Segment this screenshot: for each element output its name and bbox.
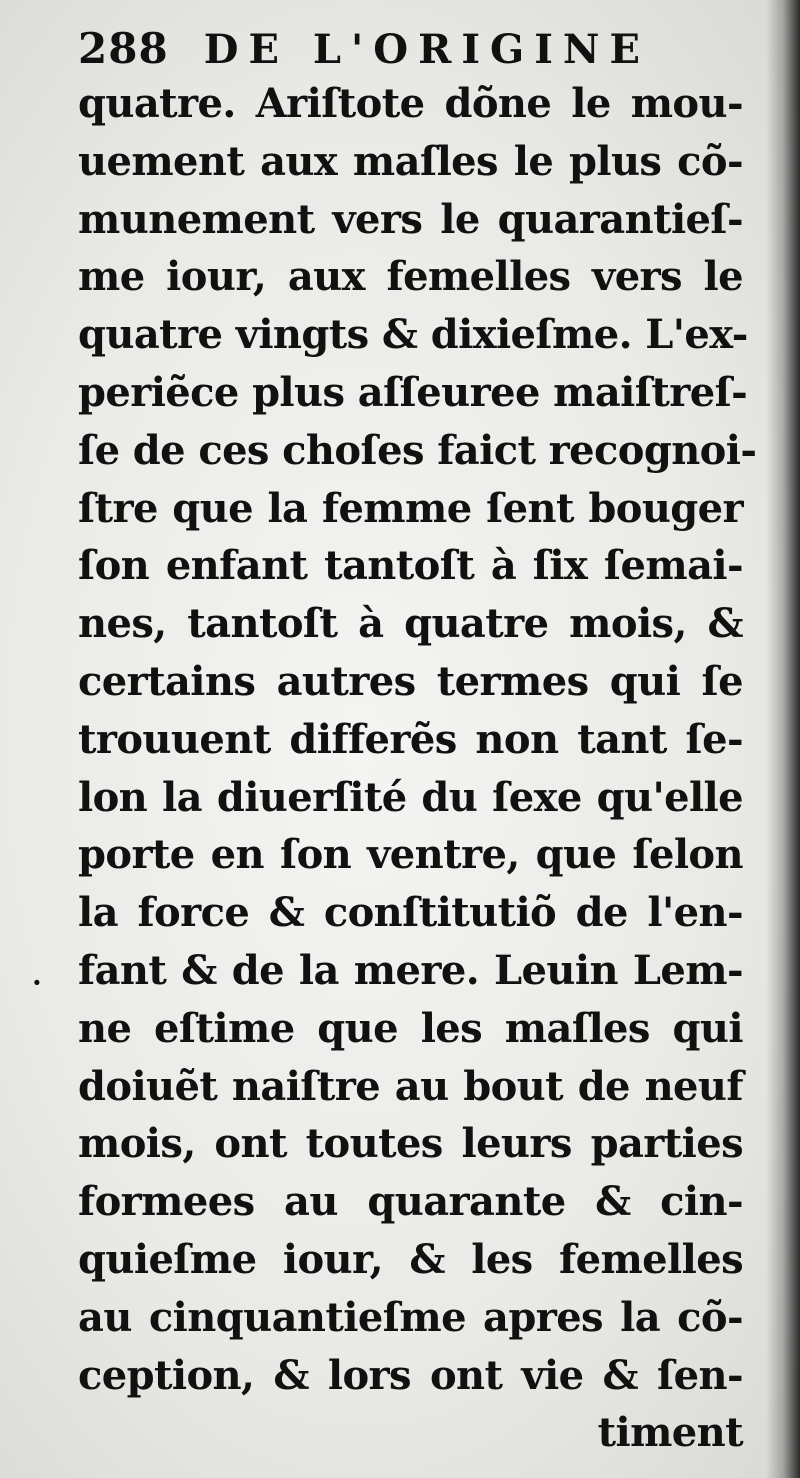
text-line: ſtre que la femme ſent bouger bbox=[78, 484, 743, 532]
text-line: lon la diuerſité du ſexe qu'elle bbox=[78, 773, 743, 821]
text-line: porte en ſon ventre, que ſelon bbox=[78, 831, 743, 879]
text-line: munement vers le quarantieſ- bbox=[78, 195, 743, 243]
page-header bbox=[78, 24, 718, 82]
binding-shadow bbox=[766, 0, 800, 1478]
text-line: trouuent differẽs non tant ſe- bbox=[78, 715, 743, 763]
text-line: me iour, aux femelles vers le bbox=[78, 253, 743, 301]
text-line: quatre. Ariſtote dõne le mou- bbox=[78, 80, 743, 127]
text-line: la force & conſtitutiõ de l'en- bbox=[78, 889, 743, 937]
body-text bbox=[78, 75, 757, 1462]
text-line: periẽce plus aſſeuree maiſtreſ- bbox=[78, 368, 748, 416]
text-line: ſon enfant tantoſt à ſix ſemai- bbox=[78, 542, 743, 590]
text-line: uement aux maſles le plus cõ- bbox=[78, 137, 743, 185]
text-line: ception, & lors ont vie & ſen- bbox=[78, 1351, 743, 1399]
text-line: mois, ont toutes leurs parties bbox=[78, 1120, 743, 1168]
text-line: certains autres termes qui ſe bbox=[78, 657, 743, 705]
text-line: nes, tantoſt à quatre mois, & bbox=[78, 600, 743, 648]
text-line: ne eſtime que les maſles qui bbox=[78, 1004, 743, 1052]
page-number: 288 bbox=[78, 24, 169, 73]
text-line: formees au quarante & cin- bbox=[78, 1178, 743, 1226]
catchword: timent bbox=[597, 1409, 743, 1457]
text-line: quieſme iour, & les femelles bbox=[78, 1235, 743, 1283]
text-line: doiuẽt naiſtre au bout de neuf bbox=[78, 1062, 743, 1110]
text-line: fant & de la mere. Leuin Lem- bbox=[78, 946, 743, 994]
text-line: ſe de ces choſes faict recognoi- bbox=[78, 426, 757, 474]
running-head: DE L'ORIGINE bbox=[203, 26, 650, 73]
text-line: au cinquantieſme apres la cõ- bbox=[78, 1293, 743, 1341]
margin-mark: · bbox=[32, 966, 42, 999]
text-line: quatre vingts & dixieſme. L'ex- bbox=[78, 311, 748, 359]
